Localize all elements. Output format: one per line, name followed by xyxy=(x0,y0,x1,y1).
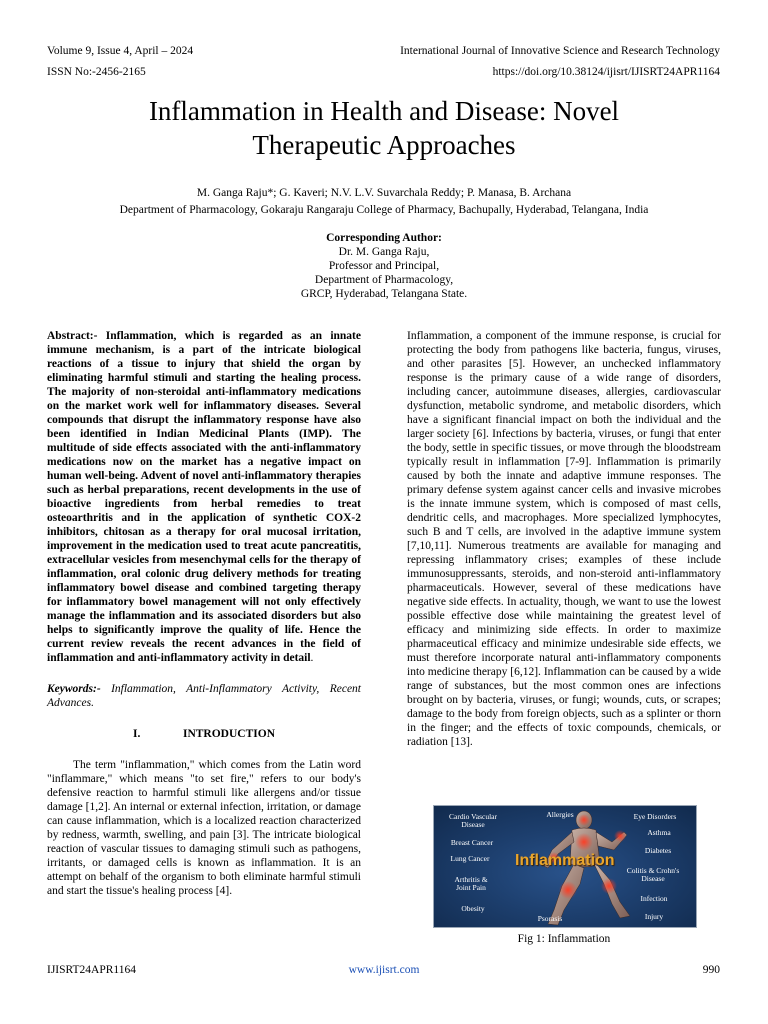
header-issn: ISSN No:-2456-2165 xyxy=(47,66,146,78)
abstract-text: Abstract:- Inflammation, which is regarded as an innate immune mechanism, is a part of the intricate biological reactions of a tissue to injury that shield the organ by eliminating harmful stimuli and starting the healing process. The majority of non-steroidal anti-inflammatory medications on the market work well for inflammatory diseases. Several compounds that disrupt the inflammatory response have also been identified in Indian Medicinal Plants (IMP). The multitude of side effects associated with the anti-inflammatory medications now on the market has a negative impact on human well-being. Advent of novel anti-inflammatory therapies such as herbal preparations, recent developments in the use of bioactive ingredients from herbal remedies to treat osteoarthritis and in the application of synthetic COX-2 inhibitors, chitosan as a therapy for oral mucosal irritation, improvement in the medication used to treat acute pancreatitis, extracellular vesicles from mesenchymal cells for the therapy of inflammation, oral colonic drug delivery methods for treating inflammatory bowel disease and combined targeting therapy for inflammatory bowel management will not only effectively manage the inflammation and its associated disorders but also helps to significantly improve the quality of life. Hence the current review reveals the recent advances in the field of inflammation and anti-inflammatory activity in detail xyxy=(47,330,361,664)
header-doi-link[interactable]: https://doi.org/10.38124/ijisrt/IJISRT24APR1164 xyxy=(492,66,720,78)
figure-label-psorasis: Psorasis xyxy=(537,914,563,923)
corresponding-author-department: Department of Pharmacology, xyxy=(314,274,454,286)
figure-label-allergies: Allergies xyxy=(546,810,574,819)
footer-article-id: IJISRT24APR1164 xyxy=(47,964,136,976)
keywords-label: Keywords:- xyxy=(47,683,101,695)
corresponding-author-block xyxy=(0,231,768,301)
header-volume: Volume 9, Issue 4, April – 2024 xyxy=(47,45,194,57)
section-number: I. xyxy=(132,728,141,740)
figure-label-breast-cancer: Breast Cancer xyxy=(450,838,494,847)
section-heading-introduction xyxy=(47,727,361,741)
header-journal-name: International Journal of Innovative Science and Research Technology xyxy=(400,45,720,57)
keywords-text: Inflammation, Anti-Inflammatory Activity, Recent Advances. xyxy=(47,683,361,709)
author-list: M. Ganga Raju*; G. Kaveri; N.V. L.V. Suvarchala Reddy; P. Manasa, B. Archana xyxy=(196,187,572,199)
figure-label-colitis: Colitis & Crohn's Disease xyxy=(626,866,680,883)
figure-caption: Fig 1: Inflammation xyxy=(517,933,611,945)
figure-label-diabetes: Diabetes xyxy=(644,846,672,855)
introduction-paragraph: The term "inflammation," which comes from the Latin word "inflammare," which means "to set fire," refers to our body's defensive reaction to harmful stimuli like allergens and/or tissue damage [1,2]. An internal or external infection, irritation, or damage can cause inflammation, which is a localized reaction characterized by redness, warmth, swelling, and pain [3]. The intricate biological reaction of vascular tissues to damaging stimuli such as pathogens, irritants, or damaged cells is known as inflammation. It is an attempt on behalf of the organism to both eliminate harmful stimuli and start the tissue's healing process [4]. xyxy=(47,759,361,897)
corresponding-author-heading: Corresponding Author: xyxy=(326,232,442,244)
abstract-period: . xyxy=(310,652,314,664)
abstract xyxy=(47,329,361,665)
right-column xyxy=(407,329,721,749)
figure-label-asthma: Asthma xyxy=(647,828,671,837)
figure-label-lung-cancer: Lung Cancer xyxy=(450,854,490,863)
corresponding-author-institution: GRCP, Hyderabad, Telangana State. xyxy=(300,288,468,300)
figure-label-arthritis: Arthritis & Joint Pain xyxy=(454,875,488,892)
section-title: INTRODUCTION xyxy=(182,728,275,740)
corresponding-author-position: Professor and Principal, xyxy=(328,260,440,272)
figure-label-cardio: Cardio Vascular Disease xyxy=(449,812,497,829)
inflammation-figure xyxy=(433,805,697,928)
paper-title-line-1: Inflammation in Health and Disease: Novel xyxy=(148,96,620,126)
figure-label-injury: Injury xyxy=(644,912,664,921)
paper-title xyxy=(0,94,768,162)
figure-main-label: Inflammation xyxy=(515,852,615,869)
left-column xyxy=(47,329,361,898)
keywords xyxy=(47,682,361,710)
footer-website-link[interactable]: www.ijisrt.com xyxy=(348,964,420,976)
footer-page-number: 990 xyxy=(702,964,720,976)
figure-label-infection: Infection xyxy=(640,894,668,903)
figure-label-obesity: Obesity xyxy=(461,904,485,913)
affiliation: Department of Pharmacology, Gokaraju Rangaraju College of Pharmacy, Bachupally, Hyderabad, Telangana, India xyxy=(119,204,649,216)
corresponding-author-name: Dr. M. Ganga Raju, xyxy=(338,246,430,258)
paper-title-line-2: Therapeutic Approaches xyxy=(252,130,516,160)
figure-label-eye-disorders: Eye Disorders xyxy=(633,812,677,821)
right-column-paragraph: Inflammation, a component of the immune response, is crucial for protecting the body from pathogens like bacteria, fungus, viruses, and other parasites [5]. However, an unchecked inflammatory response is the primary cause of a wide range of disorders, including cancer, autoimmune diseases, allergies, cardiovascular dysfunction, metabolic syndrome, and metabolic disorders, which have a significant financial impact on both the individual and the larger society [6]. Infections by bacteria, viruses, or fungi that enter the body, settle in specific tissues, or move through the bloodstream typically result in inflammation [7-9]. Inflammation is primarily caused by both the innate and adaptive immune responses. The primary defense system against cancer cells and invasive microbes is the innate immune system, which is composed of mast cells, dendritic cells, and macrophages. More specialized lymphocytes, such B and T cells, are involved in the adaptive immune system [7,10,11]. Numerous treatments are available for managing and repressing inflammatory crises; examples of these include immunosuppressants, steroids, and non-steroid anti-inflammatory pharmaceuticals. However, several of these medications have negative side effects. In actuality, though, we want to use the lowest possible effective dose while maintaining the greatest level of efficacy and minimizing side effects. In order to maximize pharmaceutical efficacy and minimize undesirable side effects, we must therefore incorporate natural anti-inflammatory components into medicine therapy [6,12]. Inflammation can be caused by a wide range of substances, but the most common ones are infections brought on by bacteria, viruses, or fungi; wounds, cuts, or scrapes; damage to the body from foreign objects, such as a splinter or thorn in the finger; and the effects of toxic compounds, chemicals, or radiation [13]. xyxy=(407,330,721,748)
